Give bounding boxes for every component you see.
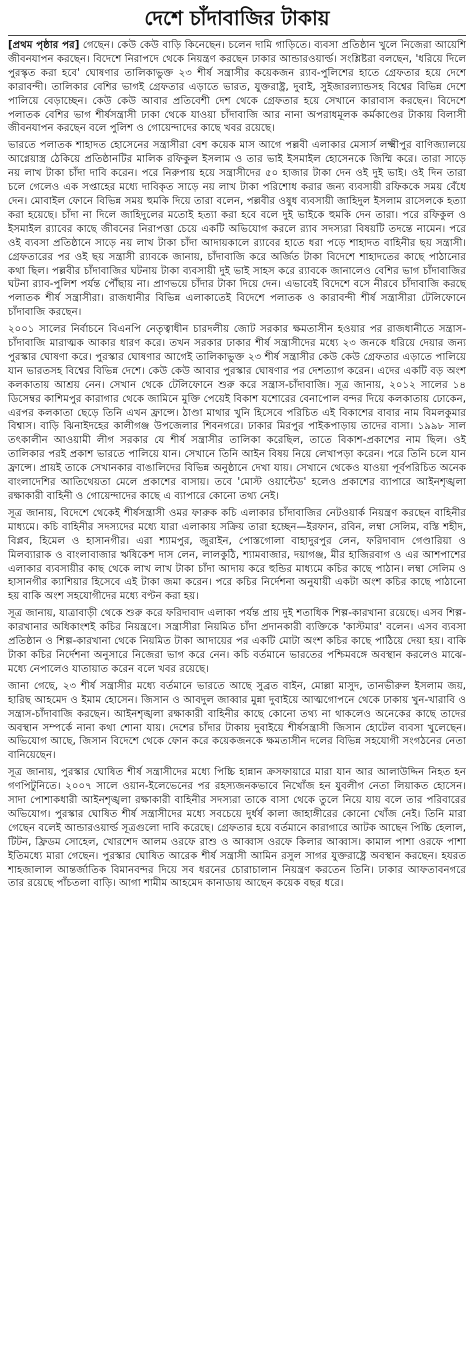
continued-from-front-page-label: [প্রথম পৃষ্ঠার পর] bbox=[8, 40, 80, 51]
paragraph: ভারতে পলাতক শাহাদত হোসেনের সন্ত্রাসীরা বেশ কয়েক মাস আগে পল্লবী এলাকার মেসার্স লক্ষ্মীপুর বাণিজ্যালয়ে আগ্নেয়াস্ত্র ঠেকিয়ে প্রতিষ্ঠানটির মালিক রফিকুল ইসলাম ও তার ভাই ইসমাইল হোসেনকে জিম্মি করে। তারা সাড়ে নয় লাখ টাকা চাঁদা দাবি করেন। পরে নিরুপায় হয়ে সন্ত্রাসীদের ৫০ হাজার টাকা দেন ওই দুই ভাই। ওই দিন তারা চলে গেলেও এক সপ্তাহের মধ্যে দাবিকৃত সাড়ে নয় লাখ টাকা পরিশোধ করার জন্য ব্যবসায়ী রফিককে সময় বেঁধে দেন। মোবাইল ফোনে বিভিন্ন সময় হুমকি দিয়ে তারা বলেন, পল্লবীর ওষুধ ব্যবসায়ী জাহিদুল ইসলাম রাসেলকে হত্যা করা হয়েছে। চাঁদা না দিলে জাহিদুলের মতোই হত্যা করা হবে বলে দুই ভাইকে হুমকি দেন তারা। পরে রফিকুল ও ইসমাইল র‌্যাবের কাছে জীবনের নিরাপত্তা চেয়ে একটি অভিযোগ করলে র‌্যাব সদস্যরা বিষয়টি তদন্তে নামেন। পরে ওই ব্যবসা প্রতিষ্ঠানে সাড়ে নয় লাখ টাকা চাঁদা আদায়কালে র‌্যাবের হাতে ধরা পড়ে শাহাদত বাহিনীর ছয় সন্ত্রাসী। গ্রেফতারের পর ওই ছয় সন্ত্রাসী র‌্যাবকে জানায়, চাঁদাবাজি করে অর্জিত টাকা বিদেশে শাহাদতের কাছে পাঠানোর কথা ছিল। পল্লবীর চাঁদাবাজির ঘটনায় টাকা ব্যবসায়ী দুই ভাই সাহস করে র‌্যাবকে জানালেও বেশির ভাগ চাঁদাবাজির ঘটনা র‌্যাব-পুলিশ পর্যন্ত পৌঁছায় না। প্রাণভয়ে চাঁদার টাকা দিয়ে দেন। এভাবেই বিদেশে বসে নীরবে চাঁদাবাজি করছে পলাতক শীর্ষ সন্ত্রাসীরা। রাজধানীর বিভিন্ন এলাকাতেই বিদেশে পলাতক ও কারাবন্দী শীর্ষ সন্ত্রাসীরা টেলিফোনে চাঁদাবাজি করছেন। bbox=[8, 140, 466, 319]
paragraph: জানা গেছে, ২৩ শীর্ষ সন্ত্রাসীর মধ্যে বর্তমানে ভারতে আছে সুব্রত বাইন, মোল্লা মাসুদ, তানভীরুল ইসলাম জয়, হারিছ আহমেদ ও ইমাম হোসেন। জিসান ও আবদুল জাব্বার মুন্না দুবাইয়ে আত্মগোপনে থেকে ঢাকায় খুন-খারাবি ও সন্ত্রাস-চাঁদাবাজি করছেন। আইনশৃঙ্খলা রক্ষাকারী বাহিনীর কাছে কোনো তথ্য না থাকলেও অনেকের কাছে তাদের অবস্থান সম্পর্কে নানা কথা শোনা যায়। দেশের চাঁদার টাকায় দুবাইয়ে শীর্ষসন্ত্রাসী জিসান হোটেল ব্যবসা খুলেছেন। অভিযোগ আছে, জিসান বিদেশে থেকে ফোন করে কয়েকজনকে ক্ষমতাসীন দলের বিভিন্ন সহযোগী সংগঠনের নেতা বানিয়েছেন। bbox=[8, 680, 466, 762]
paragraph bbox=[8, 39, 466, 136]
paragraph-text: গেছেন। কেউ কেউ বাড়ি কিনেছেন। চলেন দামি গাড়িতে। ব্যবসা প্রতিষ্ঠান খুলে নিজেরা আয়েশি জীবনযাপন করছেন। বিদেশে নিরাপদে থেকে নিয়ন্ত্রণ করছেন ঢাকার আন্ডারওয়ার্ল্ড। সংশ্লিষ্টরা বলছেন, 'ধরিয়ে দিলে পুরস্কৃত করা হবে' ঘোষণার তালিকাভুক্ত ২৩ শীর্ষ সন্ত্রাসীর কয়েকজন র‌্যাব-পুলিশের হাতে গ্রেফতার হয়ে দেশে কারাবন্দী। তালিকার বেশির ভাগই গ্রেফতার এড়াতে ভারত, যুক্তরাষ্ট্র, দুবাই, সুইজারল্যান্ডসহ বিশ্বের বিভিন্ন দেশে পালিয়ে বেড়াচ্ছেন। কেউ কেউ আবার প্রতিবেশী দেশ থেকে গ্রেফতার হয়ে সেখানে কারাবাস করছেন। বিদেশে পলাতক বেশির ভাগ শীর্ষসন্ত্রাসী ঢাকা থেকে যাওয়া চাঁদাবাজি আর নানা অপরাধমূলক কর্মকাণ্ডের টাকায় বিলাসী জীবনযাপন করছেন বলে পুলিশ ও গোয়েন্দাদের কাছে খবর রয়েছে। bbox=[8, 40, 466, 135]
paragraph: সূত্র জানায়, পুরস্কার ঘোষিত শীর্ষ সন্ত্রাসীদের মধ্যে পিচ্চি হান্নান ক্রসফায়ারে মারা যান আর আলাউদ্দিন নিহত হন গণপিটুনিতে। ২০০৭ সালে ওয়ান-ইলেভেনের পর রহস্যজনকভাবে নিখোঁজ হন যুবলীগ নেতা লিয়াকত হোসেন। সাদা পোশাকধারী আইনশৃঙ্খলা রক্ষাকারী বাহিনীর সদস্যরা তাকে বাসা থেকে তুলে নিয়ে যায় বলে তার পরিবারের অভিযোগ। পুরস্কার ঘোষিত শীর্ষ সন্ত্রাসীদের মধ্যে সবচেয়ে দুর্ধর্ষ কালা জাহাঙ্গীরের কোনো খোঁজ নেই। তিনি মারা গেছেন বলেই আন্ডারওয়ার্ল্ড সূত্রগুলো দাবি করেছে। গ্রেফতার হয়ে বর্তমানে কারাগারে আটক আছেন পিচ্চি হেলাল, টিটন, ফ্রিডম সোহেল, খোরশেদ আলম ওরফে রাশু ও আব্বাস ওরফে কিলার আব্বাস। কামাল পাশা ওরফে পাশা ইতিমধ্যে মারা গেছেন। পুরস্কার ঘোষিত আরেক শীর্ষ সন্ত্রাসী আমিন রসুল সাগর যুক্তরাষ্ট্রে অবস্থান করছেন। হযরত শাহজালাল আন্তর্জাতিক বিমানবন্দর দিয়ে সব ধরনের চোরাচালান নিয়ন্ত্রণ করতেন তিনি। ঢাকার আফতাবনগরে তার রয়েছে পাঁচতলা বাড়ি। আগা শামীম আহমেদ কানাডায় আছেন কয়েক বছর ধরে। bbox=[8, 767, 466, 890]
paragraph: সূত্র জানায়, যাত্রাবাড়ী থেকে শুরু করে ফরিদাবাদ এলাকা পর্যন্ত প্রায় দুই শতাধিক শিল্প-কারখানা রয়েছে। এসব শিল্প-কারখানার অধিকাংশই কচির নিয়ন্ত্রণে। সন্ত্রাসীরা নিয়মিত চাঁদা প্রদানকারী ব্যক্তিকে 'কাস্টমার' বলেন। এসব ব্যবসা প্রতিষ্ঠান ও শিল্প-কারখানা থেকে নিয়মিত টাকা আদায়ের পর একটি মোটা অংশ কচির কাছে পাঠিয়ে দেয়া হয়। বাকি টাকা কচির নির্দেশনা অনুসারে নিজেরা ভাগ করে নেন। কচি বর্তমানে ভারতের পশ্চিমবঙ্গে অবস্থান করলেও মাঝে-মধ্যে নেপালেও যাতায়াত করেন বলে খবর রয়েছে। bbox=[8, 608, 466, 675]
headline: দেশে চাঁদাবাজির টাকায় bbox=[8, 5, 466, 36]
paragraph: সূত্র জানায়, বিদেশে থেকেই শীর্ষসন্ত্রাসী ওমর ফারুক কচি এলাকার চাঁদাবাজির নেটওয়ার্ক নিয়ন্ত্রণ করছেন বাহিনীর মাধ্যমে। কচি বাহিনীর সদস্যদের মধ্যে যারা এলাকায় সক্রিয় তারা হচ্ছেন—ইরফান, রবিন, লম্বা সেলিম, বস্তি শহীদ, বিপ্লব, হিমেল ও হাসানগীর। এরা শ্যামপুর, জুরাইন, পোস্তগোলা বাহাদুরপুর লেন, ফরিদাবাদ গেণ্ডারিয়া ও মিলব্যারাক ও বাংলাবাজার ঋষিকেশ দাস লেন, লালকুঠি, শ্যামবাজার, দয়াগঞ্জ, মীর হাজিরবাগ ও এর আশপাশের এলাকার ব্যবসায়ীর কাছ থেকে লাখ লাখ টাকা চাঁদা আদায় করে হুন্ডির মাধ্যমে কচির কাছে পাঠান। লম্বা সেলিম ও হাসানগীর ক্যাশিয়ার হিসেবে এই টাকা জমা করেন। পরে কচির নির্দেশনা অনুযায়ী একটা অংশ কচির কাছে পাঠানো হয় বাকি অংশ সহযোগীদের মধ্যে বণ্টন করা হয়। bbox=[8, 507, 466, 603]
paragraph: ২০০১ সালের নির্বাচনে বিএনপি নেতৃত্বাধীন চারদলীয় জোট সরকার ক্ষমতাসীন হওয়ার পর রাজধানীতে সন্ত্রাস-চাঁদাবাজি মারাত্মক আকার ধারণ করে। তখন সরকার ঢাকার শীর্ষ সন্ত্রাসীদের মধ্যে ২৩ জনকে ধরিয়ে দেয়ার জন্য পুরস্কার ঘোষণা করে। পুরস্কার ঘোষণার আগেই তালিকাভুক্ত ২৩ শীর্ষ সন্ত্রাসীর কেউ কেউ গ্রেফতার এড়াতে পালিয়ে যান ভারতসহ বিশ্বের বিভিন্ন দেশে। কেউ কেউ আবার পুরস্কার ঘোষণার পর দেশত্যাগ করেন। এদের একটি বড় অংশ কলকাতায় আশ্রয় নেন। সেখান থেকে টেলিফোনে শুরু করে সন্ত্রাস-চাঁদাবাজি। সূত্র জানায়, ২০১২ সালের ১৪ ডিসেম্বর কাশিমপুর কারাগার থেকে জামিনে মুক্তি পেয়েই বিকাশ যশোরের বেনাপোল বন্দর দিয়ে কলকাতায় ঢোকেন, এরপর কলকাতা ছেড়ে তিনি এখন ফ্রান্সে। ঠাণ্ডা মাথার খুনি হিসেবে পরিচিত এই বিকাশের বাবার নাম বিমলকুমার বিশ্বাস। বাড়ি ঝিনাইদহের কালীগঞ্জ উপজেলার শিবনগরে। ঢাকার মিরপুর পাইকপাড়ায় তাদের বাসা। ১৯৯৮ সাল তৎকালীন আওয়ামী লীগ সরকার যে শীর্ষ সন্ত্রাসীর তালিকা করেছিল, তাতে বিকাশ-প্রকাশের নাম ছিল। ওই তালিকার পরই প্রকাশ ভারতে পালিয়ে যান। সেখানে তিনি আইন বিষয় নিয়ে লেখাপড়া করেন। পরে তিনি চলে যান ফ্রান্সে। প্রায়ই তাকে সেখানকার বাঙালিদের বিভিন্ন অনুষ্ঠানে দেখা যায়। সেখানে থেকেও যাওয়া পূর্বপরিচিত অনেক বাংলাদেশির আতিথেয়তা মেলে প্রকাশের বাসায়। তবে 'মোস্ট ওয়ান্টেড' হলেও প্রকাশের ব্যাপারে আইনশৃঙ্খলা রক্ষাকারী বাহিনী ও গোয়েন্দাদের কাছে এ ব্যাপারে কোনো তথ্য নেই। bbox=[8, 324, 466, 502]
